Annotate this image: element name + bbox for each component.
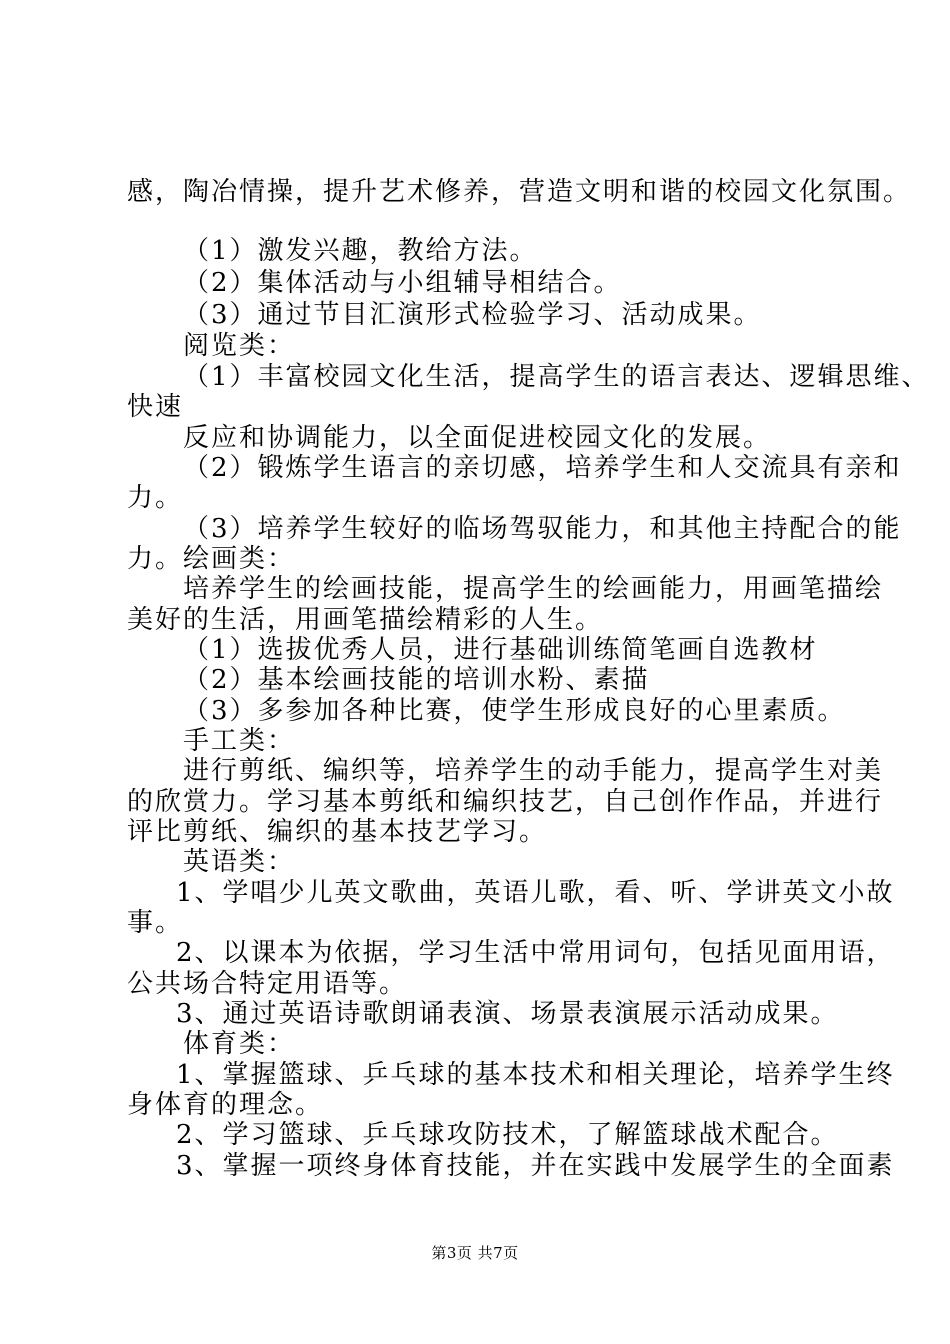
section-heading: 英语类： — [183, 847, 296, 877]
section-heading: 体育类： — [183, 1029, 296, 1059]
text-line: 美好的生活，用画笔描绘精彩的人生。 — [127, 605, 604, 635]
text-line: 3、掌握一项终身体育技能，并在实践中发展学生的全面素 — [176, 1151, 895, 1181]
text-line: 感，陶冶情操，提升艺术修养，营造文明和谐的校园文化氛围。 — [127, 177, 912, 207]
text-line: 培养学生的绘画技能，提高学生的绘画能力，用画笔描绘 — [183, 574, 884, 604]
text-line: 1、学唱少儿英文歌曲，英语儿歌，看、听、学讲英文小故 — [176, 878, 895, 908]
text-line: 快速 — [127, 392, 184, 422]
text-line: 反应和协调能力，以全面促进校园文化的发展。 — [183, 423, 772, 453]
text-line: 力。 — [127, 483, 184, 513]
text-line: 进行剪纸、编织等，培养学生的动手能力，提高学生对美 — [183, 756, 884, 786]
text-line: （1）选拔优秀人员，进行基础训练简笔画自选教材 — [183, 635, 818, 665]
text-line: 身体育的理念。 — [127, 1090, 324, 1120]
text-line: 2、以课本为依据，学习生活中常用词句，包括见面用语， — [176, 938, 895, 968]
text-line: 1、掌握篮球、乒乓球的基本技术和相关理论，培养学生终 — [176, 1060, 895, 1090]
text-line: 公共场合特定用语等。 — [127, 969, 408, 999]
section-heading: 阅览类： — [183, 331, 296, 361]
text-line: （3）培养学生较好的临场驾驭能力，和其他主持配合的能 — [183, 514, 902, 544]
text-line: 力。绘画类： — [127, 544, 296, 574]
text-line: （3）通过节目汇演形式检验学习、活动成果。 — [183, 300, 762, 330]
text-line: （2）基本绘画技能的培训水粉、素描 — [183, 665, 650, 695]
text-line: （3）多参加各种比赛，使学生形成良好的心里素质。 — [183, 696, 846, 726]
text-line: 事。 — [127, 908, 184, 938]
text-line: （1）丰富校园文化生活，提高学生的语言表达、逻辑思维、 — [183, 362, 930, 392]
text-line: （2）锻炼学生语言的亲切感，培养学生和人交流具有亲和 — [183, 453, 902, 483]
text-line: 3、通过英语诗歌朗诵表演、场景表演展示活动成果。 — [176, 999, 839, 1029]
page-footer: 第3页 共7页 — [431, 1244, 519, 1262]
text-line: 2、学习篮球、乒乓球攻防技术，了解篮球战术配合。 — [176, 1120, 839, 1150]
text-line: 的欣赏力。学习基本剪纸和编织技艺，自己创作作品，并进行 — [127, 787, 884, 817]
text-line: （1）激发兴趣，教给方法。 — [183, 236, 538, 266]
section-heading: 手工类： — [183, 726, 296, 756]
text-line: （2）集体活动与小组辅导相结合。 — [183, 268, 622, 298]
text-line: 评比剪纸、编织的基本技艺学习。 — [127, 817, 548, 847]
